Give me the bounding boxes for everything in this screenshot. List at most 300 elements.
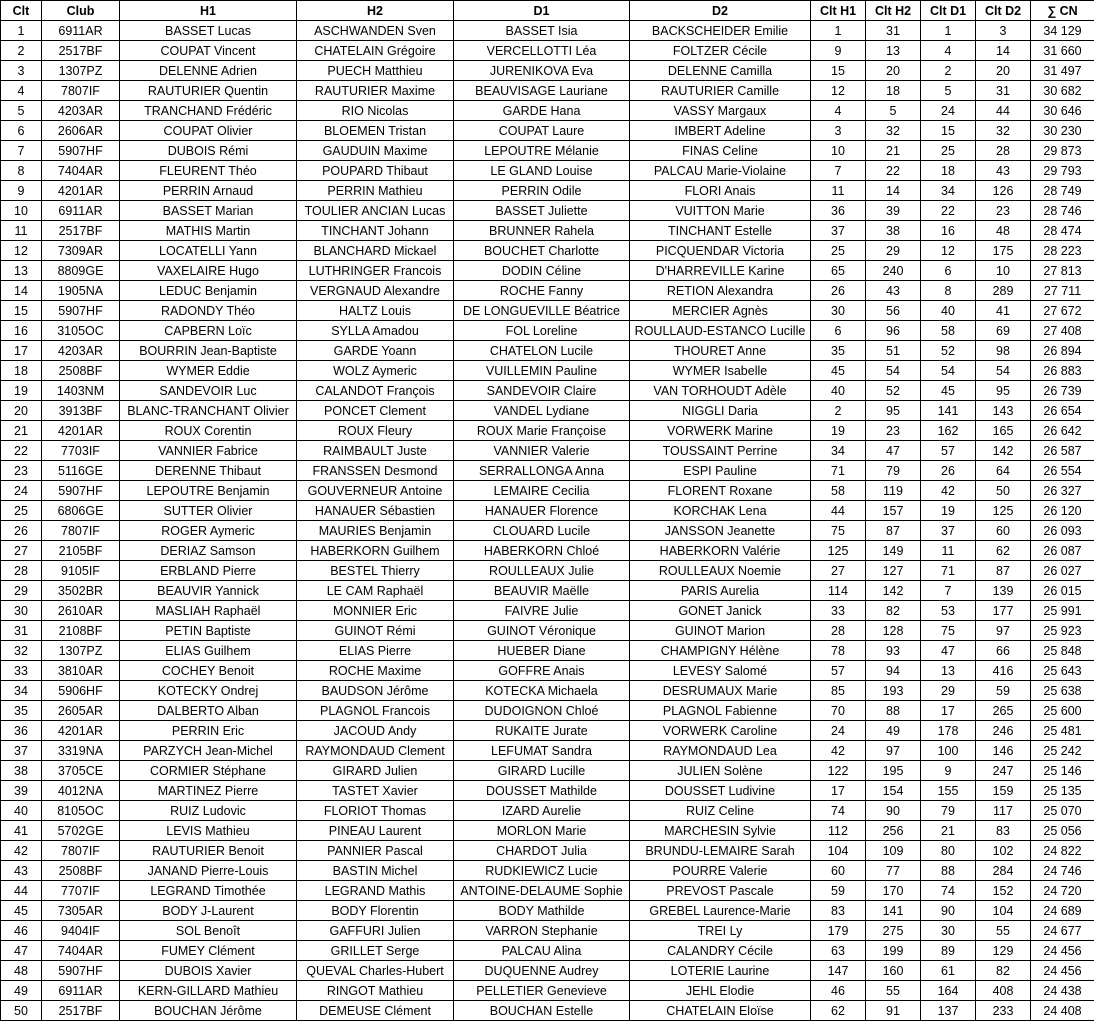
- cell-clt-d1: 30: [921, 921, 976, 941]
- cell-h1: BEAUVIR Yannick: [120, 581, 297, 601]
- cell-d1: DE LONGUEVILLE Béatrice: [454, 301, 630, 321]
- table-row: [1, 881, 1094, 901]
- cell-clt-d2: 82: [976, 961, 1031, 981]
- cell-d2: MERCIER Agnès: [630, 301, 811, 321]
- cell-clt-d2: 117: [976, 801, 1031, 821]
- cell-h1: COCHEY Benoit: [120, 661, 297, 681]
- header-clt-d1: Clt D1: [921, 1, 976, 21]
- cell-d1: LEFUMAT Sandra: [454, 741, 630, 761]
- cell-clt-d1: 61: [921, 961, 976, 981]
- cell-clt-h1: 25: [811, 241, 866, 261]
- cell-h2: POUPARD Thibaut: [297, 161, 454, 181]
- cell-clt-h2: 14: [866, 181, 921, 201]
- cell-club: 4012NA: [42, 781, 120, 801]
- cell-clt-d2: 98: [976, 341, 1031, 361]
- cell-clt-h2: 39: [866, 201, 921, 221]
- cell-club: 7309AR: [42, 241, 120, 261]
- cell-clt-h1: 35: [811, 341, 866, 361]
- cell-clt-h2: 149: [866, 541, 921, 561]
- cell-clt-d2: 289: [976, 281, 1031, 301]
- cell-clt-d2: 14: [976, 41, 1031, 61]
- cell-clt: 8: [1, 161, 42, 181]
- cell-sum-cn: 26 093: [1031, 521, 1094, 541]
- cell-clt-d1: 22: [921, 201, 976, 221]
- cell-clt-h1: 65: [811, 261, 866, 281]
- table-row: [1, 141, 1094, 161]
- cell-h2: ROCHE Maxime: [297, 661, 454, 681]
- cell-club: 7703IF: [42, 441, 120, 461]
- cell-club: 2508BF: [42, 361, 120, 381]
- cell-clt-h1: 12: [811, 81, 866, 101]
- cell-clt-d1: 71: [921, 561, 976, 581]
- cell-h2: GAFFURI Julien: [297, 921, 454, 941]
- table-row: [1, 21, 1094, 41]
- cell-sum-cn: 24 689: [1031, 901, 1094, 921]
- cell-h1: KOTECKY Ondrej: [120, 681, 297, 701]
- table-row: [1, 341, 1094, 361]
- cell-clt-d2: 233: [976, 1001, 1031, 1021]
- cell-clt-d1: 1: [921, 21, 976, 41]
- cell-clt-h1: 10: [811, 141, 866, 161]
- cell-clt: 28: [1, 561, 42, 581]
- cell-clt-h2: 119: [866, 481, 921, 501]
- cell-clt: 50: [1, 1001, 42, 1021]
- table-row: [1, 821, 1094, 841]
- cell-d2: LOTERIE Laurine: [630, 961, 811, 981]
- table-row: [1, 541, 1094, 561]
- table-row: [1, 221, 1094, 241]
- cell-clt-h2: 77: [866, 861, 921, 881]
- cell-h2: BASTIN Michel: [297, 861, 454, 881]
- cell-club: 2517BF: [42, 1001, 120, 1021]
- cell-sum-cn: 25 481: [1031, 721, 1094, 741]
- cell-clt-d1: 11: [921, 541, 976, 561]
- cell-clt-d1: 37: [921, 521, 976, 541]
- cell-club: 5907HF: [42, 961, 120, 981]
- cell-clt-d2: 64: [976, 461, 1031, 481]
- cell-clt: 29: [1, 581, 42, 601]
- cell-d2: ROULLEAUX Noemie: [630, 561, 811, 581]
- table-row: [1, 381, 1094, 401]
- cell-clt: 22: [1, 441, 42, 461]
- cell-clt-h2: 90: [866, 801, 921, 821]
- cell-h2: HANAUER Sébastien: [297, 501, 454, 521]
- cell-sum-cn: 29 793: [1031, 161, 1094, 181]
- cell-clt-h2: 47: [866, 441, 921, 461]
- cell-sum-cn: 26 087: [1031, 541, 1094, 561]
- table-row: [1, 161, 1094, 181]
- cell-d2: VORWERK Marine: [630, 421, 811, 441]
- header-row: [1, 1, 1094, 21]
- cell-h1: RAUTURIER Benoit: [120, 841, 297, 861]
- cell-clt-d1: 141: [921, 401, 976, 421]
- cell-club: 1307PZ: [42, 641, 120, 661]
- cell-h2: GRILLET Serge: [297, 941, 454, 961]
- table-row: [1, 321, 1094, 341]
- cell-h1: DUBOIS Rémi: [120, 141, 297, 161]
- cell-club: 9404IF: [42, 921, 120, 941]
- cell-clt-d2: 83: [976, 821, 1031, 841]
- cell-d1: HABERKORN Chloé: [454, 541, 630, 561]
- cell-d2: CHATELAIN Eloïse: [630, 1001, 811, 1021]
- cell-d1: RUKAITE Jurate: [454, 721, 630, 741]
- cell-d2: THOURET Anne: [630, 341, 811, 361]
- cell-d2: KORCHAK Lena: [630, 501, 811, 521]
- cell-clt-h1: 30: [811, 301, 866, 321]
- table-row: [1, 701, 1094, 721]
- cell-d2: LEVESY Salomé: [630, 661, 811, 681]
- cell-h2: PLAGNOL Francois: [297, 701, 454, 721]
- table-row: [1, 561, 1094, 581]
- cell-d1: LE GLAND Louise: [454, 161, 630, 181]
- cell-clt-h2: 22: [866, 161, 921, 181]
- table-row: [1, 901, 1094, 921]
- cell-clt-d1: 100: [921, 741, 976, 761]
- cell-d1: VUILLEMIN Pauline: [454, 361, 630, 381]
- cell-d1: BOUCHAN Estelle: [454, 1001, 630, 1021]
- table-row: [1, 921, 1094, 941]
- table-row: [1, 461, 1094, 481]
- cell-clt-d1: 90: [921, 901, 976, 921]
- cell-h2: BLOEMEN Tristan: [297, 121, 454, 141]
- cell-d1: JURENIKOVA Eva: [454, 61, 630, 81]
- cell-clt: 1: [1, 21, 42, 41]
- cell-club: 7807IF: [42, 81, 120, 101]
- cell-d1: DUQUENNE Audrey: [454, 961, 630, 981]
- cell-d2: BRUNDU-LEMAIRE Sarah: [630, 841, 811, 861]
- table-row: [1, 581, 1094, 601]
- cell-h2: JACOUD Andy: [297, 721, 454, 741]
- cell-clt-h2: 193: [866, 681, 921, 701]
- cell-h2: LEGRAND Mathis: [297, 881, 454, 901]
- cell-clt-h2: 87: [866, 521, 921, 541]
- cell-clt-d1: 15: [921, 121, 976, 141]
- cell-d1: HANAUER Florence: [454, 501, 630, 521]
- cell-club: 2606AR: [42, 121, 120, 141]
- cell-clt-d1: 12: [921, 241, 976, 261]
- cell-h1: BASSET Marian: [120, 201, 297, 221]
- cell-clt-d2: 416: [976, 661, 1031, 681]
- table-row: [1, 961, 1094, 981]
- cell-h1: SOL Benoît: [120, 921, 297, 941]
- cell-d1: CLOUARD Lucile: [454, 521, 630, 541]
- cell-clt-h1: 4: [811, 101, 866, 121]
- cell-clt-h2: 141: [866, 901, 921, 921]
- cell-h2: LE CAM Raphaël: [297, 581, 454, 601]
- cell-clt: 16: [1, 321, 42, 341]
- cell-clt-d1: 7: [921, 581, 976, 601]
- cell-clt: 6: [1, 121, 42, 141]
- cell-clt-h1: 42: [811, 741, 866, 761]
- cell-h2: BAUDSON Jérôme: [297, 681, 454, 701]
- cell-d2: BACKSCHEIDER Emilie: [630, 21, 811, 41]
- table-row: [1, 981, 1094, 1001]
- table-row: [1, 241, 1094, 261]
- cell-clt-d2: 129: [976, 941, 1031, 961]
- cell-clt-h1: 104: [811, 841, 866, 861]
- cell-d2: FLORENT Roxane: [630, 481, 811, 501]
- cell-clt-d2: 10: [976, 261, 1031, 281]
- cell-club: 4203AR: [42, 341, 120, 361]
- cell-d2: PALCAU Marie-Violaine: [630, 161, 811, 181]
- cell-clt: 33: [1, 661, 42, 681]
- table-row: [1, 361, 1094, 381]
- cell-sum-cn: 24 746: [1031, 861, 1094, 881]
- cell-clt-h2: 52: [866, 381, 921, 401]
- cell-clt-d2: 146: [976, 741, 1031, 761]
- cell-club: 4201AR: [42, 721, 120, 741]
- cell-sum-cn: 25 242: [1031, 741, 1094, 761]
- cell-clt-h2: 240: [866, 261, 921, 281]
- cell-clt: 17: [1, 341, 42, 361]
- cell-d2: DESRUMAUX Marie: [630, 681, 811, 701]
- cell-h1: KERN-GILLARD Mathieu: [120, 981, 297, 1001]
- cell-clt: 19: [1, 381, 42, 401]
- cell-clt-d1: 53: [921, 601, 976, 621]
- cell-clt: 4: [1, 81, 42, 101]
- cell-clt: 44: [1, 881, 42, 901]
- cell-d1: GUINOT Véronique: [454, 621, 630, 641]
- cell-club: 6911AR: [42, 981, 120, 1001]
- cell-d1: CHATELON Lucile: [454, 341, 630, 361]
- cell-d1: BASSET Juliette: [454, 201, 630, 221]
- cell-clt-h2: 21: [866, 141, 921, 161]
- cell-clt: 21: [1, 421, 42, 441]
- cell-h1: COUPAT Vincent: [120, 41, 297, 61]
- cell-sum-cn: 27 672: [1031, 301, 1094, 321]
- cell-clt-h2: 96: [866, 321, 921, 341]
- cell-club: 4203AR: [42, 101, 120, 121]
- cell-club: 6911AR: [42, 201, 120, 221]
- cell-h1: LEVIS Mathieu: [120, 821, 297, 841]
- cell-d1: ROCHE Fanny: [454, 281, 630, 301]
- cell-d2: VASSY Margaux: [630, 101, 811, 121]
- cell-sum-cn: 31 660: [1031, 41, 1094, 61]
- cell-d2: ESPI Pauline: [630, 461, 811, 481]
- cell-h2: MAURIES Benjamin: [297, 521, 454, 541]
- cell-d1: SERRALLONGA Anna: [454, 461, 630, 481]
- cell-clt-d1: 80: [921, 841, 976, 861]
- cell-clt-h1: 62: [811, 1001, 866, 1021]
- cell-clt-h2: 79: [866, 461, 921, 481]
- cell-h2: SYLLA Amadou: [297, 321, 454, 341]
- cell-clt-h1: 17: [811, 781, 866, 801]
- cell-clt-h2: 127: [866, 561, 921, 581]
- cell-d2: GUINOT Marion: [630, 621, 811, 641]
- cell-club: 5702GE: [42, 821, 120, 841]
- table-row: [1, 101, 1094, 121]
- cell-h2: CALANDOT François: [297, 381, 454, 401]
- cell-h1: ERBLAND Pierre: [120, 561, 297, 581]
- cell-clt-h1: 34: [811, 441, 866, 461]
- header-h1: H1: [120, 1, 297, 21]
- cell-h2: RAUTURIER Maxime: [297, 81, 454, 101]
- cell-clt-d1: 40: [921, 301, 976, 321]
- cell-clt: 3: [1, 61, 42, 81]
- cell-clt-d2: 32: [976, 121, 1031, 141]
- cell-d1: BODY Mathilde: [454, 901, 630, 921]
- cell-h2: HALTZ Louis: [297, 301, 454, 321]
- cell-sum-cn: 24 456: [1031, 961, 1094, 981]
- cell-clt-d1: 4: [921, 41, 976, 61]
- cell-h2: RINGOT Mathieu: [297, 981, 454, 1001]
- cell-club: 3105OC: [42, 321, 120, 341]
- cell-clt-h1: 122: [811, 761, 866, 781]
- table-row: [1, 621, 1094, 641]
- table-row: [1, 721, 1094, 741]
- cell-clt-h1: 85: [811, 681, 866, 701]
- cell-clt-d1: 88: [921, 861, 976, 881]
- cell-clt: 30: [1, 601, 42, 621]
- cell-clt-h2: 97: [866, 741, 921, 761]
- cell-club: 3913BF: [42, 401, 120, 421]
- cell-d1: FAIVRE Julie: [454, 601, 630, 621]
- cell-clt: 2: [1, 41, 42, 61]
- cell-clt-d2: 408: [976, 981, 1031, 1001]
- cell-d2: POURRE Valerie: [630, 861, 811, 881]
- cell-d1: MORLON Marie: [454, 821, 630, 841]
- cell-h1: RUIZ Ludovic: [120, 801, 297, 821]
- cell-d2: FINAS Celine: [630, 141, 811, 161]
- cell-clt: 24: [1, 481, 42, 501]
- cell-sum-cn: 24 677: [1031, 921, 1094, 941]
- table-row: [1, 121, 1094, 141]
- cell-h2: GIRARD Julien: [297, 761, 454, 781]
- cell-h2: FLORIOT Thomas: [297, 801, 454, 821]
- cell-clt-d2: 125: [976, 501, 1031, 521]
- cell-clt-d2: 41: [976, 301, 1031, 321]
- header-h2: H2: [297, 1, 454, 21]
- header-sum-cn: ∑ CN: [1031, 1, 1094, 21]
- header-clt-h2: Clt H2: [866, 1, 921, 21]
- cell-d2: D'HARREVILLE Karine: [630, 261, 811, 281]
- cell-h1: PETIN Baptiste: [120, 621, 297, 641]
- cell-clt-h1: 83: [811, 901, 866, 921]
- header-clt-h1: Clt H1: [811, 1, 866, 21]
- cell-h1: PERRIN Eric: [120, 721, 297, 741]
- cell-d1: BASSET Isia: [454, 21, 630, 41]
- cell-club: 2105BF: [42, 541, 120, 561]
- cell-d2: NIGGLI Daria: [630, 401, 811, 421]
- cell-sum-cn: 24 822: [1031, 841, 1094, 861]
- cell-h2: QUEVAL Charles-Hubert: [297, 961, 454, 981]
- cell-d2: TOUSSAINT Perrine: [630, 441, 811, 461]
- cell-clt-d1: 137: [921, 1001, 976, 1021]
- cell-club: 4201AR: [42, 181, 120, 201]
- cell-clt-d2: 165: [976, 421, 1031, 441]
- table-row: [1, 861, 1094, 881]
- table-row: [1, 801, 1094, 821]
- cell-sum-cn: 25 146: [1031, 761, 1094, 781]
- cell-clt-d1: 178: [921, 721, 976, 741]
- cell-clt-h2: 88: [866, 701, 921, 721]
- cell-clt: 39: [1, 781, 42, 801]
- cell-clt-h2: 157: [866, 501, 921, 521]
- cell-d1: CHARDOT Julia: [454, 841, 630, 861]
- cell-d1: PALCAU Alina: [454, 941, 630, 961]
- cell-h1: CAPBERN Loïc: [120, 321, 297, 341]
- cell-d2: TREI Ly: [630, 921, 811, 941]
- cell-d2: HABERKORN Valérie: [630, 541, 811, 561]
- cell-sum-cn: 26 642: [1031, 421, 1094, 441]
- cell-sum-cn: 24 720: [1031, 881, 1094, 901]
- cell-clt: 10: [1, 201, 42, 221]
- cell-h1: RADONDY Théo: [120, 301, 297, 321]
- cell-clt-d2: 3: [976, 21, 1031, 41]
- table-row: [1, 261, 1094, 281]
- table-row: [1, 641, 1094, 661]
- cell-clt-d2: 247: [976, 761, 1031, 781]
- table-row: [1, 1001, 1094, 1021]
- cell-clt-h1: 179: [811, 921, 866, 941]
- cell-clt-h2: 31: [866, 21, 921, 41]
- cell-d2: GREBEL Laurence-Marie: [630, 901, 811, 921]
- cell-clt-h2: 49: [866, 721, 921, 741]
- cell-sum-cn: 27 711: [1031, 281, 1094, 301]
- cell-club: 5116GE: [42, 461, 120, 481]
- cell-clt-d1: 52: [921, 341, 976, 361]
- cell-h1: SANDEVOIR Luc: [120, 381, 297, 401]
- cell-clt-d2: 50: [976, 481, 1031, 501]
- cell-club: 7305AR: [42, 901, 120, 921]
- cell-clt-h1: 37: [811, 221, 866, 241]
- cell-sum-cn: 30 230: [1031, 121, 1094, 141]
- cell-d2: TINCHANT Estelle: [630, 221, 811, 241]
- cell-clt: 13: [1, 261, 42, 281]
- cell-clt-h2: 109: [866, 841, 921, 861]
- header-clt-d2: Clt D2: [976, 1, 1031, 21]
- cell-clt-d2: 62: [976, 541, 1031, 561]
- cell-clt: 49: [1, 981, 42, 1001]
- cell-clt-d1: 26: [921, 461, 976, 481]
- cell-h2: MONNIER Eric: [297, 601, 454, 621]
- cell-clt-d2: 159: [976, 781, 1031, 801]
- table-body: [1, 21, 1094, 1021]
- cell-sum-cn: 28 223: [1031, 241, 1094, 261]
- cell-h2: RAIMBAULT Juste: [297, 441, 454, 461]
- cell-clt: 15: [1, 301, 42, 321]
- cell-sum-cn: 25 923: [1031, 621, 1094, 641]
- cell-clt: 37: [1, 741, 42, 761]
- cell-d1: VARRON Stephanie: [454, 921, 630, 941]
- cell-clt-d1: 29: [921, 681, 976, 701]
- cell-clt-d1: 6: [921, 261, 976, 281]
- cell-h1: VANNIER Fabrice: [120, 441, 297, 461]
- cell-h2: TASTET Xavier: [297, 781, 454, 801]
- cell-sum-cn: 25 070: [1031, 801, 1094, 821]
- cell-clt-h1: 7: [811, 161, 866, 181]
- cell-clt-d1: 13: [921, 661, 976, 681]
- cell-h1: FLEURENT Théo: [120, 161, 297, 181]
- cell-clt-h1: 27: [811, 561, 866, 581]
- cell-clt-h1: 125: [811, 541, 866, 561]
- cell-clt-d2: 246: [976, 721, 1031, 741]
- cell-clt-d1: 89: [921, 941, 976, 961]
- cell-clt-h1: 26: [811, 281, 866, 301]
- table-row: [1, 201, 1094, 221]
- cell-clt-d2: 177: [976, 601, 1031, 621]
- cell-sum-cn: 26 654: [1031, 401, 1094, 421]
- cell-clt: 43: [1, 861, 42, 881]
- table-row: [1, 781, 1094, 801]
- cell-clt-h1: 44: [811, 501, 866, 521]
- cell-club: 7404AR: [42, 941, 120, 961]
- cell-sum-cn: 26 327: [1031, 481, 1094, 501]
- cell-clt-d2: 126: [976, 181, 1031, 201]
- cell-clt: 34: [1, 681, 42, 701]
- cell-h2: HABERKORN Guilhem: [297, 541, 454, 561]
- cell-clt-h2: 91: [866, 1001, 921, 1021]
